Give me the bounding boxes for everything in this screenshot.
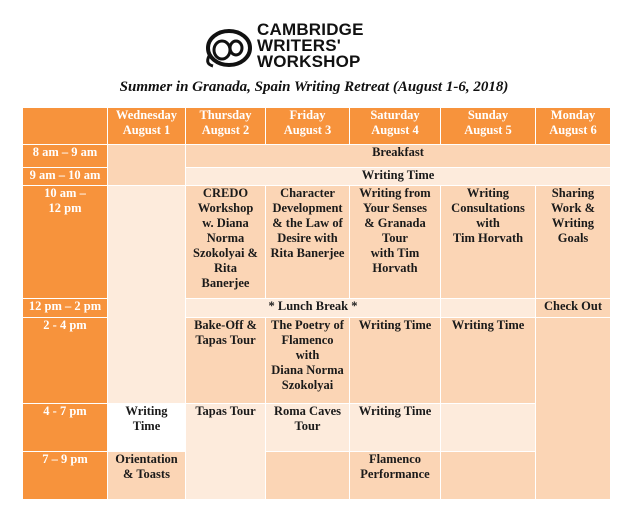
wed-late-event: Writing Time xyxy=(108,404,186,452)
time-label: 2 - 4 pm xyxy=(23,318,108,404)
day-header-mon: Monday August 6 xyxy=(536,108,611,145)
day-header-fri: Friday August 3 xyxy=(266,108,350,145)
header-row xyxy=(23,108,611,145)
time-label: 4 - 7 pm xyxy=(23,404,108,452)
corner-cell xyxy=(23,108,108,145)
row-evening xyxy=(23,452,611,500)
logo-line-1: CAMBRIDGE xyxy=(257,20,364,39)
sun-late-cell xyxy=(441,404,536,452)
lunch-cell: * Lunch Break * xyxy=(186,299,441,318)
breakfast-cell: Breakfast xyxy=(186,145,611,168)
sat-late-event: Writing Time xyxy=(350,404,441,452)
row-breakfast xyxy=(23,145,611,168)
page-subtitle: Summer in Granada, Spain Writing Retreat (August 1-6, 2018) xyxy=(119,79,509,95)
mon-checkout-cell: Check Out xyxy=(536,299,611,318)
time-label: 7 – 9 pm xyxy=(23,452,108,500)
fri-evening-cell xyxy=(266,452,350,500)
writing-time-cell: Writing Time xyxy=(186,168,611,186)
thu-afternoon-event: Bake-Off & Tapas Tour xyxy=(186,318,266,404)
swirl-logo-icon xyxy=(205,26,255,70)
row-late-afternoon xyxy=(23,404,611,452)
fri-afternoon-event: The Poetry of Flamenco with Diana Norma Szokolyai xyxy=(266,318,350,404)
sun-evening-cell xyxy=(441,452,536,500)
sat-morning-event: Writing from Your Senses & Granada Tour with Tim Horvath xyxy=(350,186,441,299)
day-header-thu: Thursday August 2 xyxy=(186,108,266,145)
time-label: 12 pm – 2 pm xyxy=(23,299,108,318)
sat-afternoon-event: Writing Time xyxy=(350,318,441,404)
logo xyxy=(205,20,435,76)
day-header-sun: Sunday August 5 xyxy=(441,108,536,145)
sat-evening-event: Flamenco Performance xyxy=(350,452,441,500)
logo-line-2: WRITERS' xyxy=(257,36,342,55)
time-label: 8 am – 9 am xyxy=(23,145,108,168)
row-morning xyxy=(23,186,611,299)
fri-late-event: Roma Caves Tour xyxy=(266,404,350,452)
sun-morning-event: Writing Consultations with Tim Horvath xyxy=(441,186,536,299)
sun-lunch-cell xyxy=(441,299,536,318)
logo-line-3: WORKSHOP xyxy=(257,52,361,71)
wed-free-cell xyxy=(108,186,186,404)
time-label: 9 am – 10 am xyxy=(23,168,108,186)
thu-morning-event: CREDO Workshop w. Diana Norma Szokolyai & Rita Banerjee xyxy=(186,186,266,299)
mon-free-cell xyxy=(536,318,611,500)
mon-morning-event: Sharing Work & Writing Goals xyxy=(536,186,611,299)
thu-late-event: Tapas Tour xyxy=(186,404,266,500)
day-header-sat: Saturday August 4 xyxy=(350,108,441,145)
sun-afternoon-event: Writing Time xyxy=(441,318,536,404)
time-label: 10 am – 12 pm xyxy=(23,186,108,299)
fri-morning-event: Character Development & the Law of Desire with Rita Banerjee xyxy=(266,186,350,299)
wed-evening-event: Orientation & Toasts xyxy=(108,452,186,500)
schedule-table xyxy=(22,107,611,500)
logo-wordmark xyxy=(257,22,364,70)
day-header-wed: Wednesday August 1 xyxy=(108,108,186,145)
wed-empty-cell xyxy=(108,145,186,186)
